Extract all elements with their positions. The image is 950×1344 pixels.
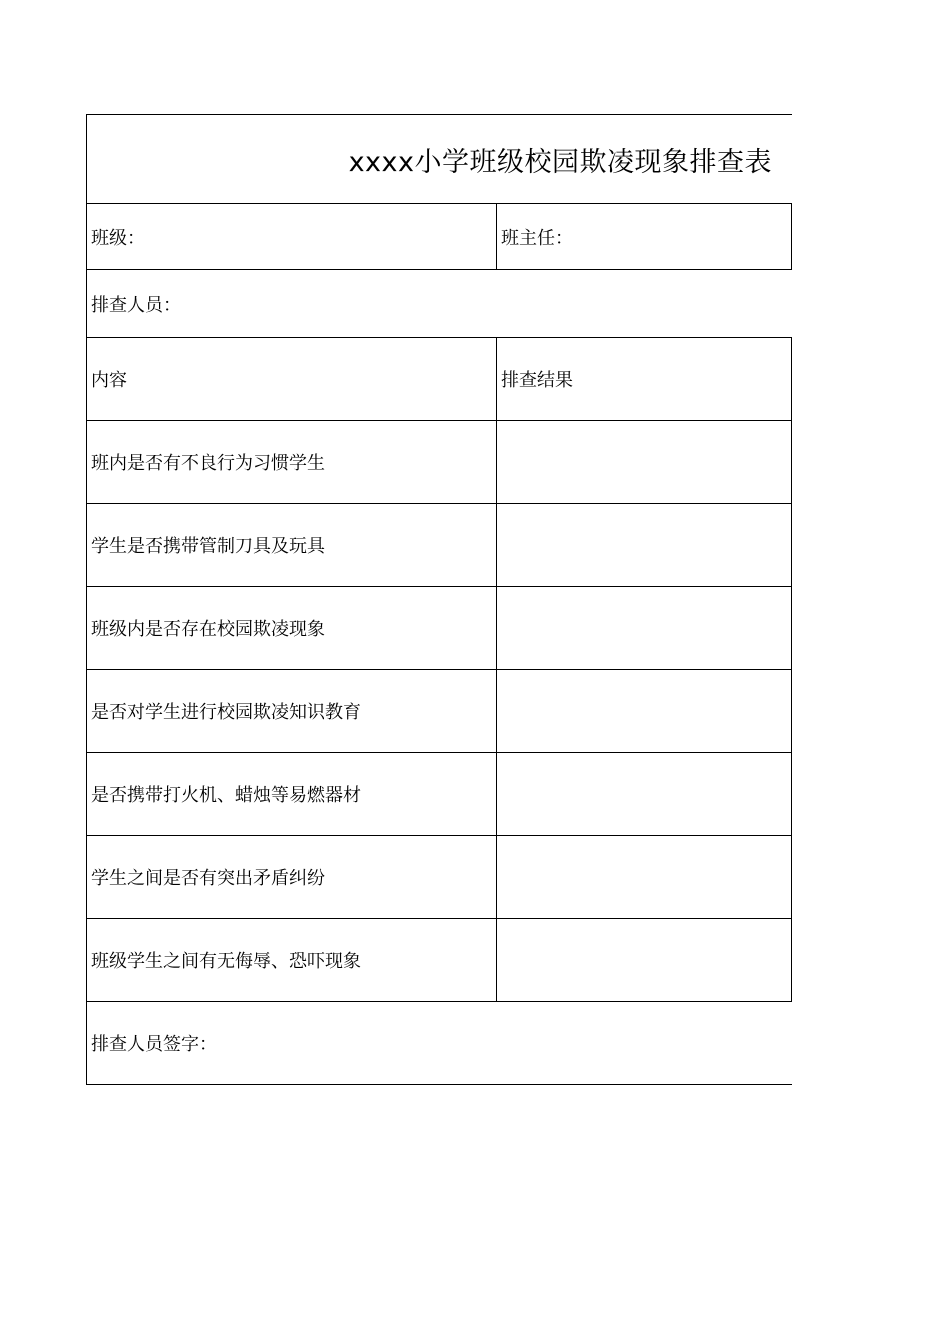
table-header-row (87, 338, 792, 421)
class-field[interactable]: 班级： (87, 204, 497, 269)
table-row (87, 919, 792, 1002)
item-result-cell[interactable] (497, 504, 792, 586)
header-result: 排查结果 (497, 338, 792, 420)
signature-row (87, 1002, 792, 1085)
item-content: 班内是否有不良行为习惯学生 (87, 421, 497, 503)
title-row (87, 115, 792, 204)
item-result-cell[interactable] (497, 421, 792, 503)
item-content: 学生之间是否有突出矛盾纠纷 (87, 836, 497, 918)
table-row (87, 670, 792, 753)
header-content: 内容 (87, 338, 497, 420)
item-content: 是否携带打火机、蜡烛等易燃器材 (87, 753, 497, 835)
table-row (87, 421, 792, 504)
page-title: xxxx小学班级校园欺凌现象排查表 (348, 146, 772, 178)
table-row (87, 836, 792, 919)
item-result-cell[interactable] (497, 753, 792, 835)
inspection-table (86, 114, 792, 1085)
item-result-cell[interactable] (497, 836, 792, 918)
item-result-cell[interactable] (497, 587, 792, 669)
table-row (87, 753, 792, 836)
table-row (87, 587, 792, 670)
teacher-field[interactable]: 班主任： (497, 204, 792, 269)
signature-field[interactable]: 排查人员签字： (91, 1034, 217, 1055)
item-result-cell[interactable] (497, 670, 792, 752)
class-info-row (87, 204, 792, 270)
inspector-field[interactable]: 排查人员： (91, 294, 181, 316)
inspector-row (87, 270, 792, 338)
item-content: 班级学生之间有无侮辱、恐吓现象 (87, 919, 497, 1001)
item-content: 是否对学生进行校园欺凌知识教育 (87, 670, 497, 752)
item-content: 学生是否携带管制刀具及玩具 (87, 504, 497, 586)
table-row (87, 504, 792, 587)
item-result-cell[interactable] (497, 919, 792, 1001)
item-content: 班级内是否存在校园欺凌现象 (87, 587, 497, 669)
